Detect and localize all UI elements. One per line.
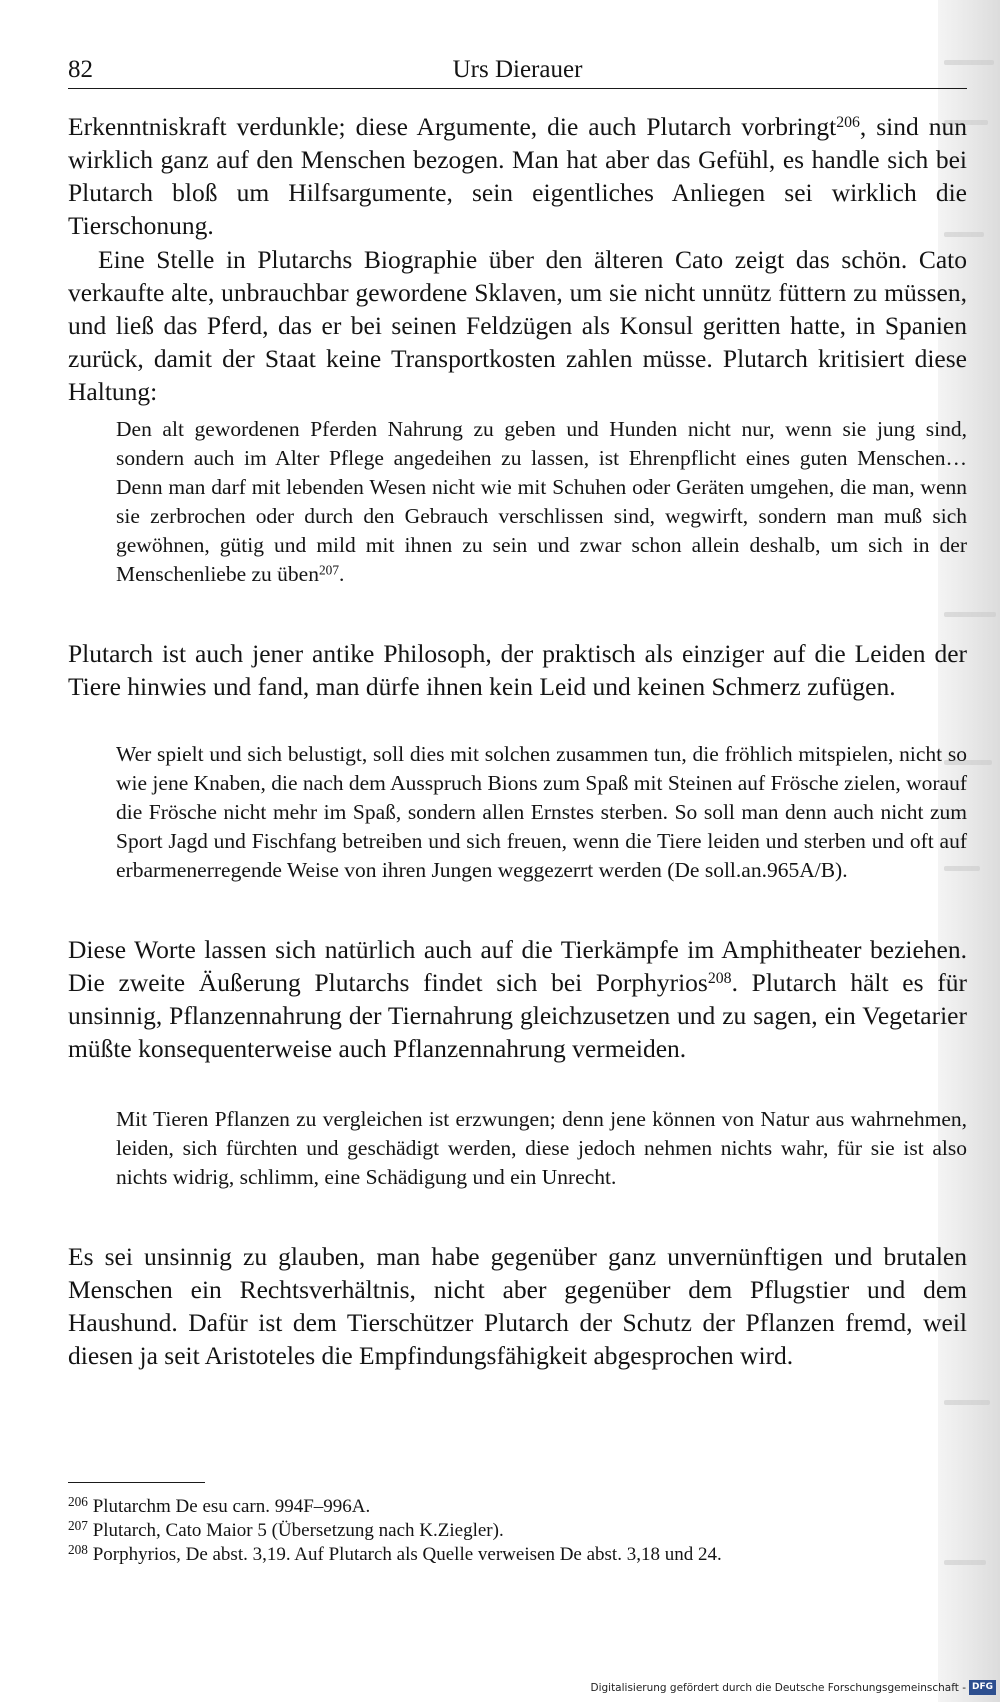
body-text: Diese Worte lassen sich natürlich auch auf die Tierkämpfe im Amphitheater beziehen. Die zweite Äußerung Plutarchs findet sich bei Porphyrios <box>68 935 967 997</box>
body-text: . Plutarch hält es für unsinnig, Pflanzennahrung der Tiernahrung gleichzusetzen und zu sagen, ein Vegetarier müßte konsequenterweise auch Pflanzennahrung vermeiden. <box>68 968 967 1063</box>
block-quote-2 <box>116 740 967 885</box>
body-paragraph-1 <box>68 110 967 242</box>
footnote-number: 208 <box>68 1542 88 1558</box>
footnote-number: 206 <box>68 1494 88 1510</box>
footnote-text: Porphyrios, De abst. 3,19. Auf Plutarch als Quelle verweisen De abst. 3,18 und 24. <box>87 1544 722 1565</box>
body-paragraph-5 <box>68 1240 967 1372</box>
body-text: Eine Stelle in Plutarchs Biographie über den älteren Cato zeigt das schön. Cato verkaufte alte, unbrauchbar gewordene Sklaven, um sie nicht unnütz füttern zu müssen, und ließ das Pferd, das er bei seinen Feldzügen als Konsul geritten hatte, in Spanien zurück, damit der Staat keine Transportkosten zahlen müsse. Plutarch kritisiert diese Haltung: <box>68 245 967 406</box>
bleed-text-trace <box>944 1400 990 1405</box>
footnote-ref-207[interactable]: 207 <box>318 562 339 578</box>
footnote-ref-206[interactable]: 206 <box>836 114 860 132</box>
block-quote-1 <box>116 415 967 589</box>
running-header <box>68 52 967 89</box>
footnote-208 <box>68 1543 967 1567</box>
body-paragraph-3 <box>68 637 967 703</box>
bleed-text-trace <box>944 612 996 617</box>
footnote-ref-208[interactable]: 208 <box>707 970 732 988</box>
quote-text: Wer spielt und sich belustigt, soll dies mit solchen zusammen tun, die fröhlich mitspielen, nicht so wie jene Knaben, die nach dem Ausspruch Bions zum Spaß mit Steinen auf Frösche zielen, worauf die Frösche nicht mehr im Spaß, sondern allen Ernstes sterben. So soll man denn auch nicht zum Sport Jagd und Fischfang betreiben und sich freuen, wenn die Tiere leiden und sterben und oft auf erbarmenerregende Weise von ihren Jungen weggezerrt werden (De soll.an.965A/B). <box>116 742 967 882</box>
footnote-divider <box>68 1482 205 1483</box>
footnote-number: 207 <box>68 1518 88 1534</box>
body-text: Plutarch ist auch jener antike Philosoph, der praktisch als einziger auf die Leiden der Tiere hinwies und fand, man dürfe ihnen kein Leid und keinen Schmerz zufügen. <box>68 639 967 701</box>
page-number: 82 <box>68 56 93 83</box>
footnote-206 <box>68 1495 967 1519</box>
body-text: , sind nun wirklich ganz auf den Menschen bezogen. Man hat aber das Gefühl, es handle sich bei Plutarch bloß um Hilfsargumente, sein eigentliches Anliegen sei wirklich die Tierschonung. <box>68 112 967 240</box>
body-text: Es sei unsinnig zu glauben, man habe gegenüber ganz unvernünftigen und brutalen Menschen ein Rechtsverhältnis, nicht aber gegenüber dem Pflugstier und dem Haushund. Dafür ist dem Tierschützer Plutarch der Schutz der Pflanzen fremd, weil diesen ja seit Aristoteles die Empfindungsfähigkeit abgesprochen wird. <box>68 1242 967 1370</box>
digitization-credit: Digitalisierung gefördert durch die Deutsche Forschungsgemeinschaft - <box>590 1682 966 1694</box>
body-paragraph-4 <box>68 933 967 1065</box>
footnote-text: Plutarch, Cato Maior 5 (Übersetzung nach K.Ziegler). <box>87 1520 504 1541</box>
running-header-author: Urs Dierauer <box>452 56 583 83</box>
body-paragraph-2 <box>68 243 967 408</box>
body-text: Erkenntniskraft verdunkle; diese Argumente, die auch Plutarch vorbringt <box>68 112 837 141</box>
quote-text: Den alt gewordenen Pferden Nahrung zu geben und Hunden nicht nur, wenn sie jung sind, sondern auch im Alter Pflege angedeihen zu lassen, ist Ehrenpflicht eines guten Menschen… Denn man darf mit lebenden Wesen nicht wie mit Schuhen oder Geräten umgehen, die man, wenn sie zerbrochen oder durch den Gebrauch verschlissen sind, wegwirft, sondern man muß sich gewöhnen, gütig und mild mit ihnen zu sein und zwar schon allein deshalb, um sich in der Menschenliebe zu üben <box>116 417 967 586</box>
footnote-207 <box>68 1519 967 1543</box>
dfg-logo: DFG <box>969 1680 996 1695</box>
quote-text: Mit Tieren Pflanzen zu vergleichen ist erzwungen; denn jene können von Natur aus wahrnehmen, leiden, sich fürchten und geschädigt werden, diese jedoch nehmen nichts wahr, für sie ist also nichts widrig, schlimm, eine Schädigung und ein Unrecht. <box>116 1107 967 1189</box>
footnote-text: Plutarchm De esu carn. 994F–996A. <box>87 1496 371 1517</box>
block-quote-3 <box>116 1105 967 1192</box>
quote-text: . <box>338 562 345 586</box>
